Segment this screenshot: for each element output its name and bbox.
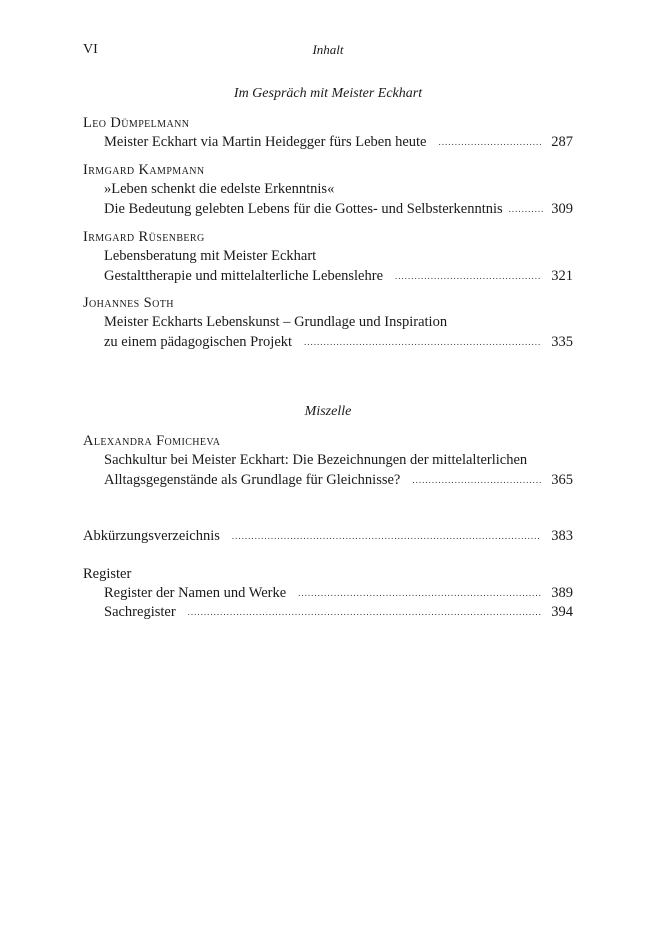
leader-dots <box>298 588 541 598</box>
toc-page-number: 309 <box>551 201 573 217</box>
toc-entry[interactable] <box>104 268 573 285</box>
toc-author: Irmgard Kampmann <box>83 162 205 178</box>
toc-entry-title: Sachregister <box>104 604 176 620</box>
toc-page-number: 335 <box>551 334 573 350</box>
toc-page-number: 287 <box>551 134 573 150</box>
toc-entry-title-line: Meister Eckharts Lebenskunst – Grundlage und Inspiration <box>104 314 448 330</box>
toc-entry[interactable] <box>104 334 573 351</box>
page-header <box>83 42 573 62</box>
toc-entry-abbreviations[interactable] <box>83 528 573 545</box>
leader-dots <box>509 204 546 214</box>
leader-dots <box>439 137 542 147</box>
toc-entry-subject-register[interactable] <box>104 604 573 621</box>
toc-entry-title: Register der Namen und Werke <box>104 585 287 601</box>
register-heading: Register <box>83 566 132 582</box>
toc-author: Irmgard Rüsenberg <box>83 229 205 245</box>
leader-dots <box>188 607 542 617</box>
leader-dots <box>395 271 541 281</box>
toc-author: Leo Dümpelmann <box>83 115 190 131</box>
toc-page-number: 365 <box>551 472 573 488</box>
toc-entry-title-line: Lebensberatung mit Meister Eckhart <box>104 248 317 264</box>
toc-entry[interactable] <box>104 134 573 151</box>
leader-dots <box>304 337 541 347</box>
toc-author: Johannes Soth <box>83 295 174 311</box>
leader-dots <box>412 475 541 485</box>
toc-author: Alexandra Fomicheva <box>83 433 221 449</box>
toc-page-number: 394 <box>551 604 573 620</box>
toc-entry-register-names[interactable] <box>104 585 573 602</box>
toc-entry[interactable] <box>104 201 573 218</box>
section-title: Im Gespräch mit Meister Eckhart <box>233 86 423 101</box>
toc-entry-title: Gestalttherapie und mittelalterliche Lebenslehre <box>104 268 384 284</box>
page-number: VI <box>83 42 98 57</box>
toc-entry-title: zu einem pädagogischen Projekt <box>104 334 293 350</box>
toc-entry-title: Meister Eckhart via Martin Heidegger fürs Leben heute <box>104 134 427 150</box>
toc-entry-title-line: »Leben schenkt die edelste Erkenntnis« <box>104 181 335 197</box>
toc-entry-title: Alltagsgegenstände als Grundlage für Gleichnisse? <box>104 472 401 488</box>
toc-entry-title-line: Sachkultur bei Meister Eckhart: Die Bezeichnungen der mittelalterlichen <box>104 452 528 468</box>
toc-page-number: 389 <box>551 585 573 601</box>
toc-entry-title: Abkürzungsverzeichnis <box>83 528 220 544</box>
toc-entry-title: Die Bedeutung gelebten Lebens für die Gottes- und Selbsterkenntnis <box>104 201 503 217</box>
running-title: Inhalt <box>312 42 344 57</box>
leader-dots <box>232 531 541 541</box>
toc-entry[interactable] <box>104 472 573 489</box>
section-title: Miszelle <box>304 404 352 419</box>
toc-page-number: 383 <box>551 528 573 544</box>
toc-page-number: 321 <box>551 268 573 284</box>
